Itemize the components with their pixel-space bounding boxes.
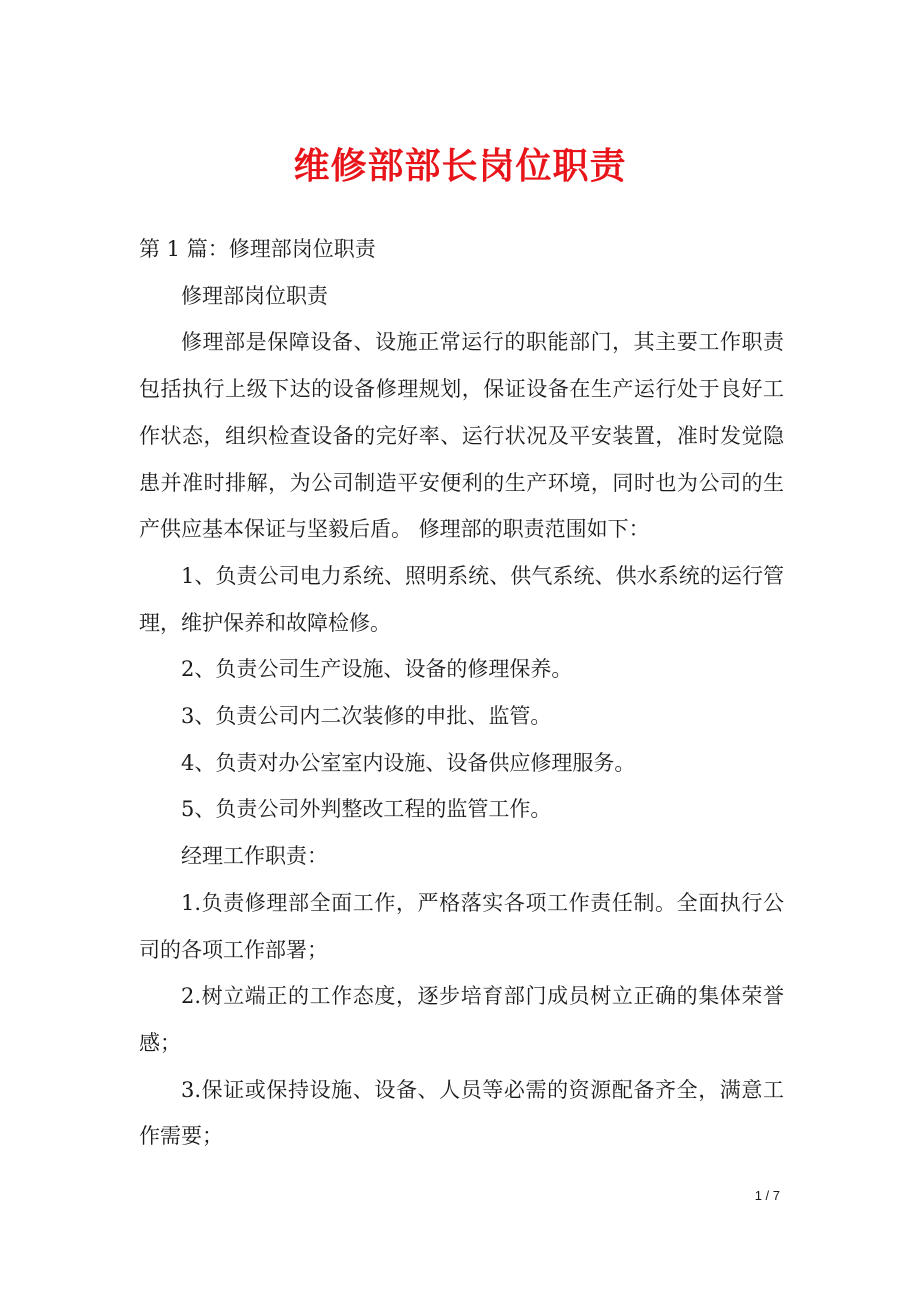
duty-item-4: 4、负责对办公室室内设施、设备供应修理服务。 bbox=[181, 750, 636, 775]
duty-item-1: 1、负责公司电力系统、照明系统、供气系统、供水系统的运行管理，维护保养和故障检修。 bbox=[139, 563, 784, 635]
section-heading: 第 1 篇：修理部岗位职责 bbox=[139, 237, 376, 261]
intro-paragraph: 修理部是保障设备、设施正常运行的职能部门，其主要工作职责包括执行上级下达的设备修理规划，保证设备在生产运行处于良好工作状态，组织检查设备的完好率、运行状况及平安装置，准时发觉隐患并准时排解，为公司制造平安便利的生产环境，同时也为公司的生产供应基本保证与坚毅后盾。 修理部的职责范围如下： bbox=[139, 330, 784, 542]
duty-item-2: 2、负责公司生产设施、设备的修理保养。 bbox=[181, 657, 573, 682]
duty-item-5: 5、负责公司外判整改工程的监管工作。 bbox=[181, 797, 552, 822]
page-number: 1 / 7 bbox=[754, 1188, 780, 1203]
subsection-title: 修理部岗位职责 bbox=[181, 283, 328, 308]
manager-duty-3: 3.保证或保持设施、设备、人员等必需的资源配备齐全，满意工作需要； bbox=[139, 1077, 784, 1149]
manager-duties-heading: 经理工作职责： bbox=[181, 844, 328, 869]
document-title: 维修部部长岗位职责 bbox=[293, 145, 627, 187]
document-body bbox=[139, 226, 784, 1160]
manager-duty-1: 1.负责修理部全面工作，严格落实各项工作责任制。全面执行公司的各项工作部署； bbox=[139, 890, 784, 962]
duty-item-3: 3、负责公司内二次装修的申批、监管。 bbox=[181, 704, 552, 729]
manager-duty-2: 2.树立端正的工作态度，逐步培育部门成员树立正确的集体荣誉感； bbox=[139, 984, 784, 1055]
